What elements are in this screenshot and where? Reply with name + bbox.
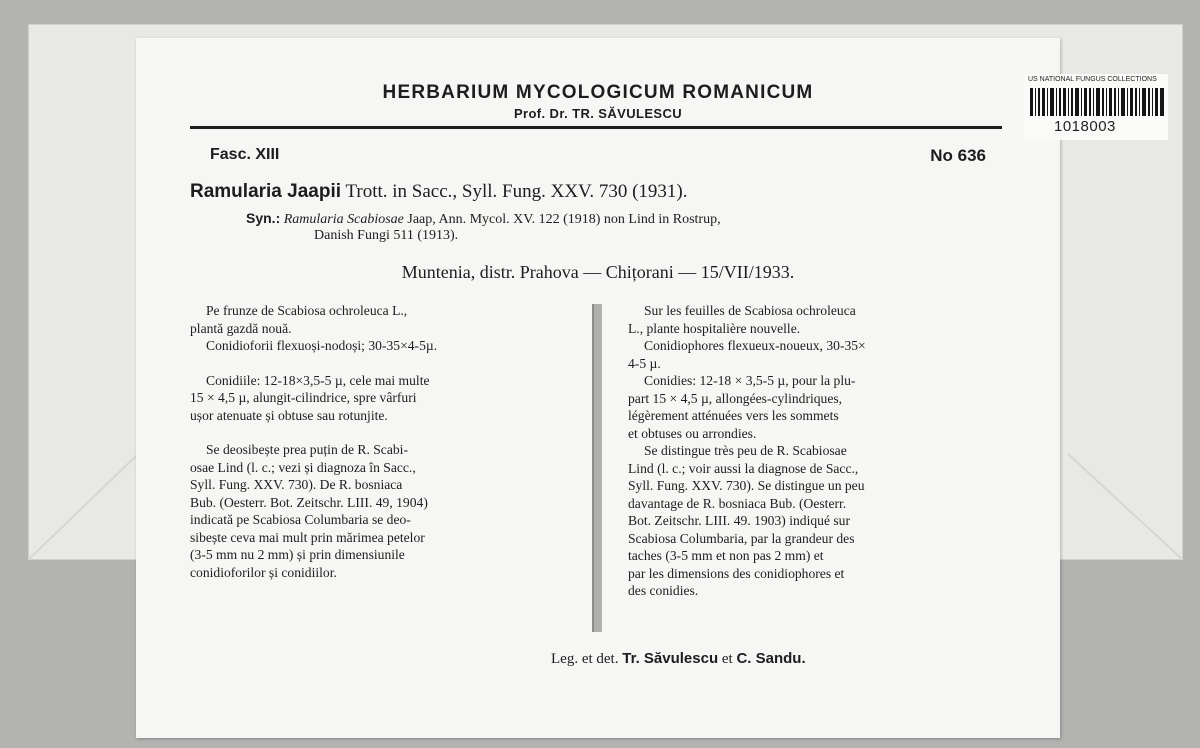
curator-name: Prof. Dr. TR. SĂVULESCU [513,106,683,121]
text-line: Syll. Fung. XXV. 730). Se distingue un peu [628,478,865,493]
text-line: Se distingue très peu de R. Scabiosae [644,443,847,458]
text-line: Lind (l. c.; voir aussi la diagnose de Sacc., [628,460,859,476]
fascicle-number: Fasc. XIII [210,146,280,163]
text-line: Scabiosa Columbaria, par la grandeur des [628,530,855,546]
text-line: Bub. (Oesterr. Bot. Zeitschr. LIII. 49, 1904) [190,494,428,510]
text-line: Conidioforii flexuoși-nodoși; 30-35×4-5µ. [206,338,438,353]
collector-name-1: Tr. Săvulescu [622,650,719,667]
text-line: osae Lind (l. c.; vezi și diagnoza în Sacc., [190,459,416,475]
text-line: Conidiophores flexueux-noueux, 30-35× [644,338,866,353]
text-line: (3-5 mm nu 2 mm) și prin dimensiunile [190,547,405,562]
collector-prefix: Leg. et det. [551,651,619,667]
herbarium-title: HERBARIUM MYCOLOGICUM ROMANICUM [382,82,814,103]
barcode-number: 1018003 [1054,118,1116,135]
text-line: 4-5 µ. [628,355,661,371]
locality-line: Muntenia, distr. Prahova — Chițorani — 15/VII/1933. [401,262,795,282]
text-line: 15 × 4,5 µ, alungit-cilindrice, spre vârfuri [190,390,417,405]
synonym-text-1: Jaap, Ann. Mycol. XV. 122 (1918) non Lind in Rostrup, [407,212,721,227]
specimen-number: No 636 [930,146,986,165]
text-line: et obtuses ou arrondies. [628,425,757,441]
collector-name-2: C. Sandu. [736,650,806,667]
herbarium-label [136,38,1157,738]
text-line: conidioforilor și conidiilor. [190,564,337,580]
collector-line [551,650,806,668]
species-line [190,181,687,203]
romanian-description [190,302,574,581]
text-line: sibește ceva mai mult prin mărimea petelor [190,529,425,545]
text-line: ușor atenuate și obtuse sau rotunjite. [190,407,388,423]
text-line: Se deosibește prea puțin de R. Scabi- [206,442,408,457]
text-line: Pe frunze de Scabiosa ochroleuca L., [206,303,408,318]
text-line: taches (3-5 mm et non pas 2 mm) et [628,548,824,563]
synonym-line-2: Danish Fungi 511 (1913). [314,228,459,243]
text-line: Conidies: 12-18 × 3,5-5 µ, pour la plu- [644,373,856,388]
text-line: part 15 × 4,5 µ, allongées-cylindriques, [628,390,843,406]
text-line: indicată pe Scabiosa Columbaria se deo- [190,512,411,527]
species-name: Ramularia Jaapii [190,181,342,202]
text-line: des conidies. [628,583,699,598]
french-description [628,302,1012,600]
text-line: légèrement atténuées vers les sommets [628,408,839,423]
collector-joiner: et [721,651,733,667]
text-line: Bot. Zeitschr. LIII. 49. 1903) indiqué sur [628,513,850,528]
species-authority: Trott. in Sacc., Syll. Fung. XXV. 730 (1931). [345,181,688,202]
text-line: par les dimensions des conidiophores et [628,565,845,581]
header-rule [190,126,1002,129]
barcode-caption: US NATIONAL FUNGUS COLLECTIONS [1028,76,1157,83]
text-line: plantă gazdă nouă. [190,320,292,336]
synonym-line-1 [246,210,721,228]
text-line: Conidiile: 12-18×3,5-5 µ, cele mai multe [206,372,430,388]
text-line: Syll. Fung. XXV. 730). De R. bosniaca [190,477,403,492]
text-line: davantage de R. bosniaca Bub. (Oesterr. [628,495,847,511]
synonym-name: Ramularia Scabiosae [283,212,404,227]
synonym-label: Syn.: [246,210,281,226]
column-divider [592,304,602,632]
text-line: Sur les feuilles de Scabiosa ochroleuca [644,303,856,318]
text-line: L., plante hospitalière nouvelle. [628,320,801,336]
